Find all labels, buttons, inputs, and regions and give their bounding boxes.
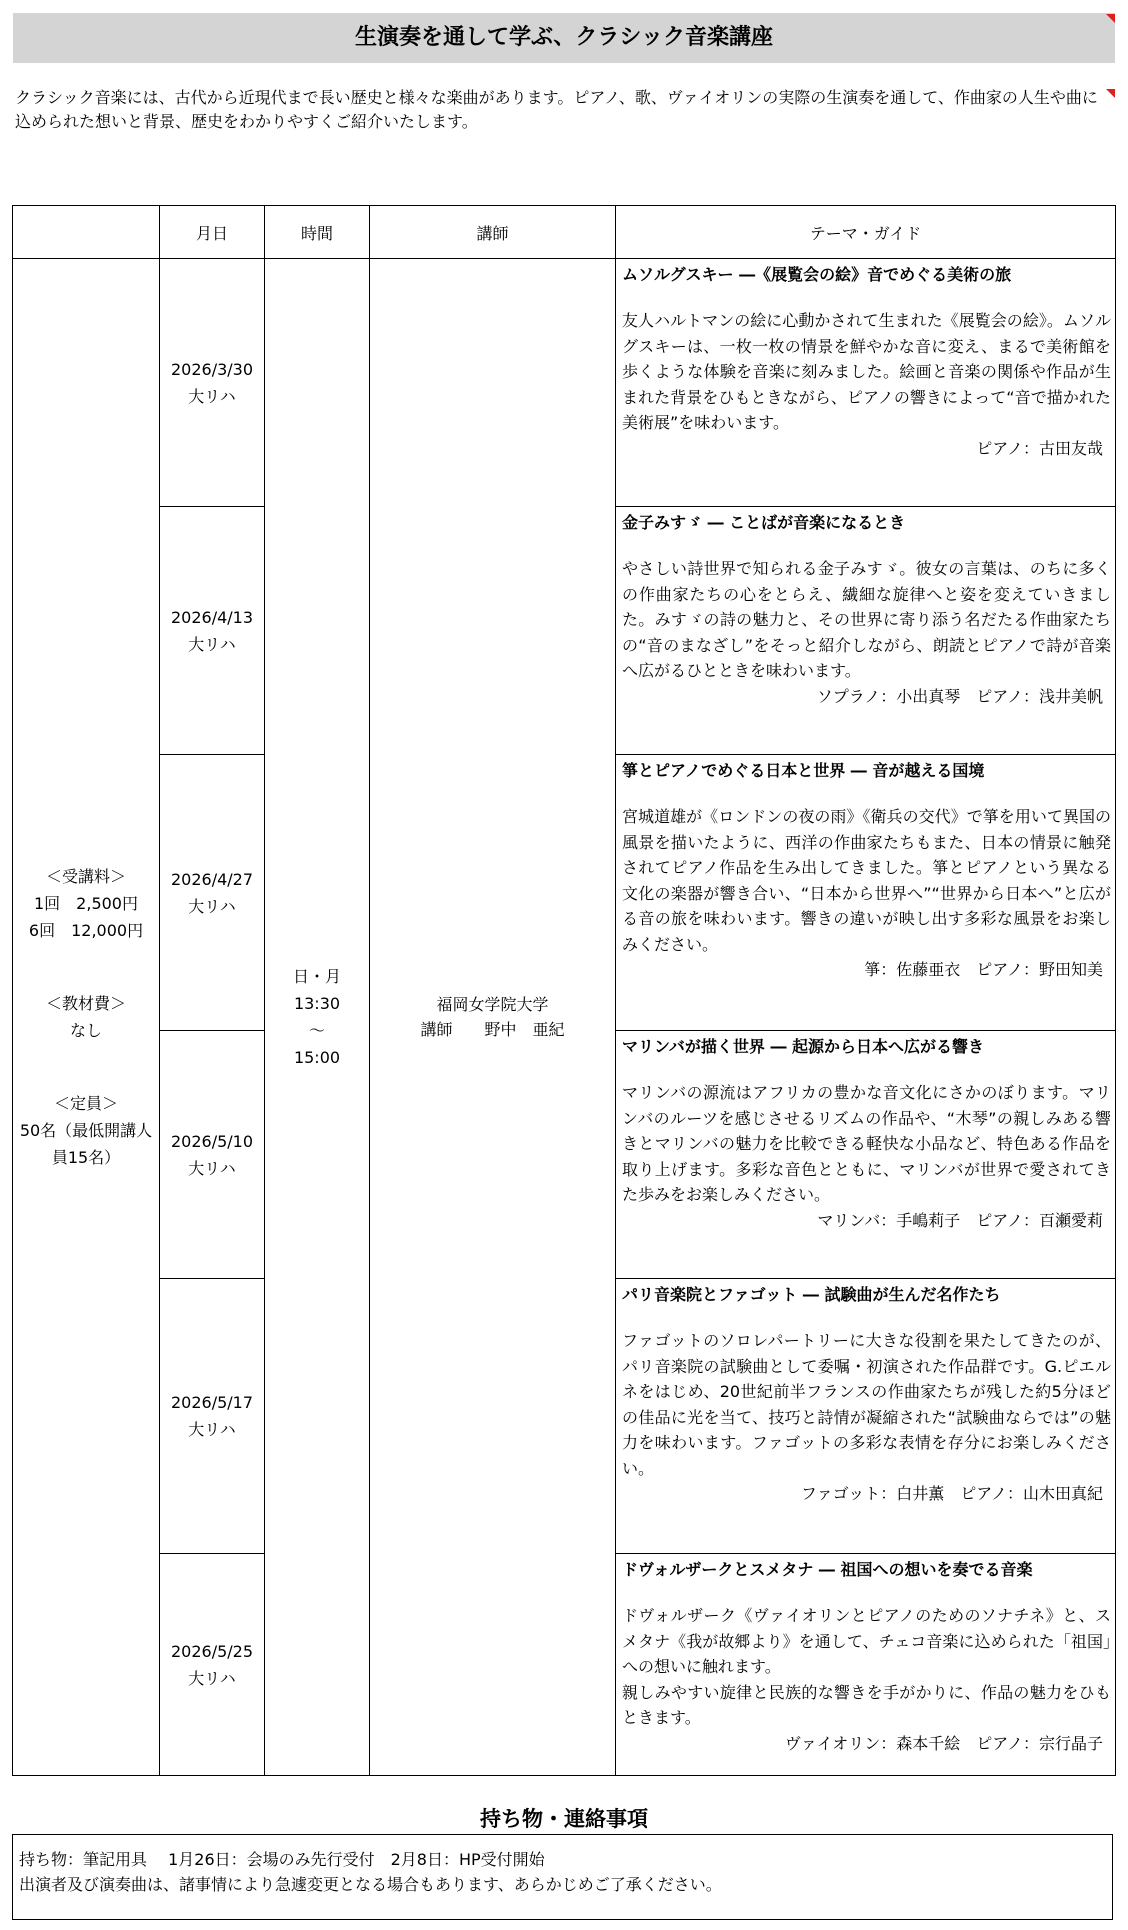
time-cell bbox=[265, 259, 370, 1776]
schedule-table bbox=[12, 205, 1116, 1776]
theme-performers: ヴァイオリン：森本千絵 ピアノ：宗行晶子 bbox=[784, 1733, 1103, 1753]
session-venue: 大リハ bbox=[188, 1420, 236, 1439]
session-venue: 大リハ bbox=[188, 896, 236, 916]
time-days: 日・月 bbox=[292, 967, 341, 986]
material-label: ＜教材費＞ bbox=[45, 994, 126, 1013]
lecturer-affiliation: 福岡女学院大学 bbox=[436, 995, 549, 1014]
capacity-label: ＜定員＞ bbox=[53, 1094, 118, 1113]
lecturer-cell bbox=[370, 259, 616, 1776]
session-date: 2026/5/17 bbox=[170, 1393, 254, 1412]
theme-title: マリンバが描く世界 ― 起源から日本へ広がる響き bbox=[622, 1037, 985, 1056]
theme-cell bbox=[616, 1554, 1116, 1776]
theme-description: 友人ハルトマンの絵に心動かされて生まれた《展覧会の絵》。ムソルグスキーは、一枚一枚の情景を鮮やかな音に変え、まるで美術館を歩くような体験を音楽に刻みました。絵画と音楽の関係や作品が生まれた背景をひもときながら、ピアノの響きによって“音で描かれた美術展”を味わいます。 bbox=[622, 311, 1111, 432]
session-date: 2026/3/30 bbox=[170, 359, 254, 379]
theme-description: ドヴォルザーク《ヴァイオリンとピアノのためのソナチネ》と、スメタナ《我が故郷より》を通して、チェコ音楽に込められた「祖国」への想いに触れます。 親しみやすい旋律と民族的な響きを手がかりに、作品の魅力をひもときます。 bbox=[622, 1606, 1111, 1727]
date-cell bbox=[160, 1031, 265, 1279]
time-end: 15:00 bbox=[293, 1048, 341, 1067]
header-theme: テーマ・ガイド bbox=[616, 206, 1116, 259]
time-tilde: ～ bbox=[308, 1021, 325, 1040]
material-value: なし bbox=[69, 1021, 102, 1040]
date-cell bbox=[160, 507, 265, 755]
date-cell bbox=[160, 259, 265, 507]
session-date: 2026/5/25 bbox=[170, 1641, 254, 1661]
notes-line: 持ち物：筆記用具 1月26日：会場のみ先行受付 2月8日：HP受付開始 bbox=[19, 1850, 545, 1869]
fee-label: ＜受講料＞ bbox=[45, 867, 126, 886]
session-venue: 大リハ bbox=[188, 386, 236, 406]
theme-title: ムソルグスキー ―《展覧会の絵》音でめぐる美術の旅 bbox=[622, 265, 1012, 284]
theme-performers: マリンバ：手嶋莉子 ピアノ：百瀬愛莉 bbox=[817, 1210, 1103, 1230]
page-title: 生演奏を通して学ぶ、クラシック音楽講座 bbox=[13, 13, 1115, 63]
notes-box bbox=[12, 1834, 1113, 1920]
notes-heading: 持ち物・連絡事項 bbox=[480, 1807, 648, 1831]
date-cell bbox=[160, 1279, 265, 1554]
theme-performers: ピアノ：古田友哉 bbox=[976, 438, 1103, 458]
theme-performers: ファゴット：白井薫 ピアノ：山木田真紀 bbox=[800, 1484, 1103, 1503]
session-date: 2026/5/10 bbox=[170, 1131, 254, 1151]
intro-text: クラシック音楽には、古代から近現代まで長い歴史と様々な楽曲があります。ピアノ、歌、ヴァイオリンの実際の生演奏を通して、作曲家の人生や曲に込められた想いと背景、歴史をわかりやすくご紹介いたします。 bbox=[15, 88, 1098, 131]
date-cell bbox=[160, 1554, 265, 1776]
table-row bbox=[13, 259, 1116, 507]
capacity-value: 50名（最低開講人員15名） bbox=[19, 1121, 153, 1167]
session-date: 2026/4/13 bbox=[170, 607, 254, 627]
fee-info-cell bbox=[13, 259, 160, 1776]
theme-cell bbox=[616, 507, 1116, 755]
theme-title: ドヴォルザークとスメタナ ― 祖国への想いを奏でる音楽 bbox=[622, 1560, 1033, 1579]
session-venue: 大リハ bbox=[188, 634, 236, 654]
header-date: 月日 bbox=[160, 206, 265, 259]
fee-six: 6回 12,000円 bbox=[28, 921, 144, 940]
theme-description: マリンバの源流はアフリカの豊かな音文化にさかのぼります。マリンバのルーツを感じさせるリズムの作品や、“木琴”の親しみある響きとマリンバの魅力を比較できる軽快な小品など、特色ある作品を取り上げます。多彩な音色とともに、マリンバが世界で愛されてきた歩みをお楽しみください。 bbox=[622, 1083, 1111, 1204]
theme-title: パリ音楽院とファゴット ― 試験曲が生んだ名作たち bbox=[622, 1285, 1001, 1304]
theme-description: 宮城道雄が《ロンドンの夜の雨》《衛兵の交代》で箏を用いて異国の風景を描いたように、西洋の作曲家たちもまた、日本の情景に触発されてピアノ作品を生み出してきました。箏とピアノという異なる文化の楽器が響き合い、“日本から世界へ”“世界から日本へ”と広がる音の旅を味わいます。響きの違いが映し出す多彩な風景をお楽しみください。 bbox=[622, 807, 1111, 954]
theme-title: 箏とピアノでめぐる日本と世界 ― 音が越える国境 bbox=[622, 761, 985, 780]
session-venue: 大リハ bbox=[188, 1158, 236, 1178]
notes-line: 出演者及び演奏曲は、諸事情により急遽変更となる場合もあります、あらかじめご了承ください。 bbox=[19, 1875, 722, 1894]
header-lecturer: 講師 bbox=[370, 206, 616, 259]
theme-cell bbox=[616, 1279, 1116, 1554]
theme-performers: ソプラノ：小出真琴 ピアノ：浅井美帆 bbox=[816, 686, 1103, 706]
time-start: 13:30 bbox=[293, 994, 341, 1013]
comment-indicator bbox=[1106, 14, 1115, 23]
theme-performers: 箏：佐藤亜衣 ピアノ：野田知美 bbox=[864, 960, 1103, 979]
lecturer-name: 講師 野中 亜紀 bbox=[420, 1020, 565, 1039]
theme-title: 金子みすゞ ― ことばが音楽になるとき bbox=[622, 513, 906, 532]
session-venue: 大リハ bbox=[188, 1668, 236, 1688]
date-cell bbox=[160, 755, 265, 1031]
header-time: 時間 bbox=[265, 206, 370, 259]
header-blank bbox=[13, 206, 160, 259]
table-header-row bbox=[13, 206, 1116, 259]
fee-single: 1回 2,500円 bbox=[34, 894, 138, 913]
session-date: 2026/4/27 bbox=[170, 869, 254, 889]
theme-cell bbox=[616, 259, 1116, 507]
theme-cell bbox=[616, 1031, 1116, 1279]
theme-description: やさしい詩世界で知られる金子みすゞ。彼女の言葉は、のちに多くの作曲家たちの心をとらえ、繊細な旋律へと姿を変えていきました。みすゞの詩の魅力と、その世界に寄り添う名だたる作曲家たちの“音のまなざし”をそっと紹介しながら、朗読とピアノで詩が音楽へ広がるひとときを味わいます。 bbox=[622, 559, 1111, 680]
theme-description: ファゴットのソロレパートリーに大きな役割を果たしてきたのが、パリ音楽院の試験曲として委嘱・初演された作品群です。G.ピエルネをはじめ、20世紀前半フランスの作曲家たちが残した約5分ほどの佳品に光を当て、技巧と詩情が凝縮された“試験曲ならでは”の魅力を味わいます。ファゴットの多彩な表情を存分にお楽しみください。 bbox=[622, 1331, 1111, 1478]
theme-cell bbox=[616, 755, 1116, 1031]
